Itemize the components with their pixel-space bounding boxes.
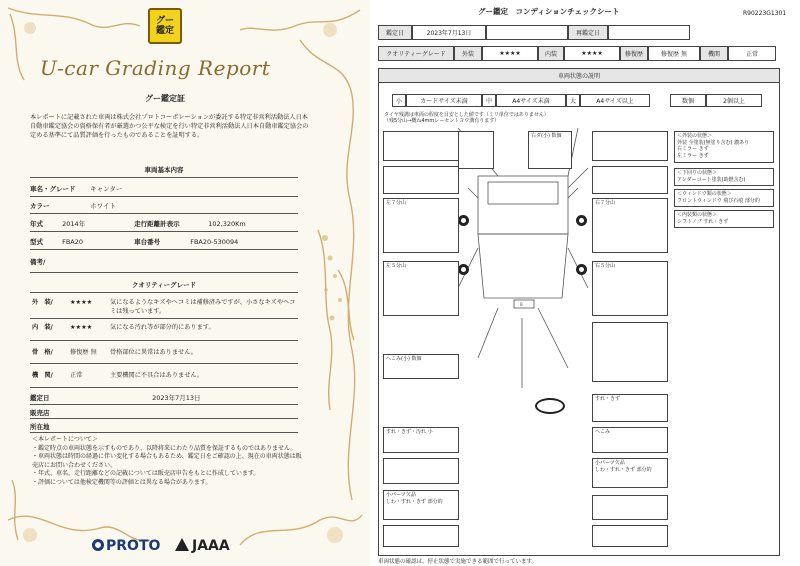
- size-small-key: 小: [392, 94, 406, 107]
- panel-left-lower: [383, 261, 459, 316]
- quality-exterior-label: 外 装/: [32, 299, 53, 306]
- sheet-title: グー鑑定 コンディションチェックシート: [478, 7, 620, 16]
- proto-mark-icon: [92, 539, 104, 551]
- quality-section-heading: クオリティーグレード: [131, 281, 197, 289]
- quality-frame-desc: 骨格部位に異常はありません。: [110, 349, 197, 356]
- panel-front-center: [528, 131, 572, 169]
- note-underbody: ＜下回りの状態＞ アンダーコート塗装(助燃含む): [674, 168, 774, 186]
- divider: [30, 318, 298, 319]
- repair-label-cell: 修復歴: [620, 46, 648, 61]
- quality-exterior-desc: 気になるようなキズやヘコミは補修済みですが、小さなキズやヘコミは残っています。: [110, 299, 296, 315]
- divider: [30, 387, 298, 388]
- interior-label-cell: 内装: [538, 46, 564, 61]
- jaaa-logo: [175, 538, 230, 554]
- engine-value-cell: 正常: [728, 46, 776, 61]
- proto-logo: [92, 538, 160, 554]
- interior-value-cell: ★★★★: [564, 46, 620, 61]
- jaaa-logo-text: JAAA: [192, 538, 230, 554]
- panel-rear-dent-label: へこみ: [595, 429, 611, 435]
- panel-right-1: [592, 166, 668, 194]
- note-item: ・車両状態は時間の経過に伴い変化する場合もあるため、鑑定日をご確認の上、現在の車両状態は販売店にお問い合わせください。: [32, 453, 302, 469]
- proto-logo-text: PROTO: [106, 538, 161, 554]
- condition-check-sheet: [378, 0, 800, 566]
- size-mid-desc: A4サイズ未満: [496, 94, 566, 107]
- divider: [30, 272, 298, 273]
- grading-certificate: [0, 0, 370, 566]
- divider: [30, 177, 298, 178]
- appraisal-date-value: 2023年7月13日: [152, 394, 201, 402]
- panel-left-1: [383, 166, 459, 194]
- repair-value-cell: 修復歴 無: [648, 46, 700, 61]
- rear-plate-mark: B: [520, 302, 523, 307]
- date-value-cell: 2023年7月13日: [412, 25, 486, 40]
- reappraisal-value-cell: [608, 25, 690, 40]
- divider: [30, 196, 298, 197]
- panel-left-upper-label: 左７分山: [386, 200, 407, 206]
- panel-right-lower: [592, 261, 668, 316]
- quality-engine-value: 正常: [70, 372, 83, 379]
- address-row: [30, 422, 50, 431]
- divider: [30, 340, 298, 341]
- state-heading-cell: 車両状態の説明: [378, 68, 780, 83]
- panel-left-upper: [383, 198, 459, 253]
- vehicle-remarks-row: [30, 257, 45, 266]
- divider: [30, 404, 298, 405]
- quality-frame-value: 修復歴 無: [70, 349, 97, 356]
- goo-appraisal-badge: グー 鑑定: [148, 8, 182, 44]
- note-item: ・評価については他検定機関等の評価とは異なる場合があります。: [32, 478, 212, 486]
- panel-rear-right-3: [592, 525, 668, 547]
- panel-rear-left: [383, 427, 459, 453]
- quality-engine-label: 機 関/: [32, 372, 53, 379]
- vehicle-color-value: ホワイト: [90, 202, 116, 210]
- date-blank-cell: [486, 25, 568, 40]
- sheet-footer-note: 車両状態の確認は、停止状態で実施できる範囲で行っています。: [378, 559, 538, 565]
- vehicle-color-row: [30, 201, 116, 210]
- date-label-cell: 鑑定日: [378, 25, 412, 40]
- panel-right-upper: [592, 198, 668, 253]
- exterior-label-cell: 外装: [454, 46, 482, 61]
- vehicle-type-label: 型式: [30, 238, 43, 246]
- panel-front-left: [458, 131, 494, 169]
- appraisal-date-row: [30, 393, 201, 402]
- note-item: ・年式、車名、走行距離などの記載については販売店申告をもとに作成しています。: [32, 470, 260, 478]
- divider: [30, 249, 298, 250]
- panel-rear-left-label: すれ・きず・汚れ 小: [386, 429, 433, 435]
- appraisal-date-label: 鑑定日: [30, 394, 50, 402]
- panel-rear-left-parts: 小パーツ欠品 しわ・すれ・きず 部分的: [383, 490, 459, 520]
- panel-rear-right-parts: 小パーツ欠品 しわ・すれ・きず 部分的: [592, 458, 668, 488]
- vehicle-year-row: [30, 219, 246, 228]
- report-script-title: U-car Grading Report: [40, 56, 271, 80]
- note-item: ・鑑定時点の車両状態を示すものであり、以降将来にわたり品質を保証するものではありません。: [32, 444, 297, 452]
- panel-right-rear: [592, 322, 668, 382]
- panel-rear-dent: [592, 427, 668, 453]
- vehicle-color-label: カラー: [30, 202, 50, 210]
- vehicle-model-value: キャンター: [90, 185, 123, 193]
- exterior-value-cell: ★★★★: [482, 46, 538, 61]
- panel-rear-scratch-label: すれ・きず: [595, 396, 621, 402]
- sheet-doc-number: R90223G1301: [743, 10, 787, 17]
- size-large-desc: A4サイズ以上: [580, 94, 650, 107]
- panel-rear-scratch: [592, 394, 668, 422]
- notes-title: ＜本レポートについて＞: [32, 436, 98, 443]
- note-interior: ＜内装類の状態＞ シフトノブ すれ・きず: [674, 210, 774, 228]
- panel-front-center-label: 右ダ(小) 数個: [531, 133, 562, 139]
- divider: [30, 213, 298, 214]
- quality-interior-label: 内 装/: [32, 324, 53, 331]
- quality-interior-stars: ★★★★: [70, 324, 93, 331]
- reappraisal-label-cell: 再鑑定日: [568, 25, 608, 40]
- quality-frame-label: 骨 格/: [32, 349, 53, 356]
- jaaa-mark-icon: [175, 538, 189, 551]
- wheel-front-right-icon: [576, 215, 587, 226]
- vehicle-remarks-label: 備考/: [30, 258, 46, 266]
- vehicle-model-row: [30, 184, 122, 193]
- engine-label-cell: 機関: [700, 46, 728, 61]
- vehicle-chassis-value: FBA20-530094: [190, 238, 239, 246]
- panel-right-lower-label: 右５分山: [595, 263, 616, 269]
- vehicle-type-row: [30, 237, 238, 246]
- report-notes: [32, 436, 302, 488]
- wheel-rear-right-icon: [576, 264, 587, 275]
- panel-rear-right-2: [592, 495, 668, 520]
- vehicle-year-label: 年式: [30, 220, 43, 228]
- vehicle-section-heading: 車両基本内容: [144, 166, 184, 174]
- divider: [30, 231, 298, 232]
- vehicle-mileage-label: 走行距離計表示: [134, 220, 180, 228]
- panel-right-front: [592, 131, 668, 161]
- certificate-intro-text: 本レポートに記載された車両は株式会社プロトコーポレーションが委託する特定非営利活動法人日本自動車鑑定協会の資格保有者が厳選かつ公平な検定を行い特定非営利活動法人日本自動車鑑定協会の定める基準にて品質評価を行ったものであることを証明する。: [30, 114, 309, 139]
- shop-row: [30, 408, 50, 417]
- divider: [30, 432, 298, 433]
- address-label: 所在地: [30, 423, 50, 431]
- vehicle-chassis-label: 車台番号: [134, 238, 161, 246]
- shop-label: 販売店: [30, 409, 50, 417]
- divider: [30, 418, 298, 419]
- quality-interior-desc: 気になる汚れ等が部分的にあります。: [110, 324, 215, 331]
- panel-left-lower-label: 左５分山: [386, 263, 407, 269]
- panel-left-front: [383, 131, 459, 161]
- divider: [30, 363, 298, 364]
- divider: [30, 292, 298, 293]
- vehicle-year-value: 2014年: [62, 220, 86, 228]
- size-small-desc: カードサイズ未満: [406, 94, 482, 107]
- vehicle-type-value: FBA20: [62, 238, 83, 246]
- wheel-front-left-icon: [458, 215, 469, 226]
- count-desc: 2個以上: [706, 94, 762, 107]
- panel-rear-left-2: [383, 458, 459, 484]
- tire-note: タイヤ残溝は車両の程度を目安とした値です（ミリ単位ではありません） （残5分山→概ね4mmレーセントヨウ溝有ります）: [384, 112, 549, 124]
- grade-label-cell: クオリティーグレード: [378, 46, 454, 61]
- size-large-key: 大: [566, 94, 580, 107]
- panel-left-dent: [383, 354, 459, 379]
- note-window: ＜ウィンドウ類の状態＞ フロントウィンドウ 飛び石痕 部分的: [674, 189, 774, 207]
- size-mid-key: 中: [482, 94, 496, 107]
- vehicle-model-label: 車名・グレード: [30, 185, 76, 193]
- quality-engine-desc: 主要機関に不具合はありません。: [110, 372, 204, 379]
- panel-rear-left-3: [383, 525, 459, 547]
- count-key: 数個: [670, 94, 706, 107]
- vehicle-mileage-value: 102,320Km: [208, 220, 246, 228]
- wheel-rear-left-icon: [458, 264, 469, 275]
- note-exterior: ＜外装の状態＞ 外装 全塗装(無塗り含む) 濃あり 右ミラー きず 左ミラー きず: [674, 131, 774, 163]
- quality-exterior-stars: ★★★★: [70, 299, 93, 306]
- panel-left-dent-label: へこみ(小) 数個: [386, 356, 422, 362]
- steering-wheel-icon: [535, 398, 565, 414]
- panel-right-upper-label: 右７分山: [595, 200, 616, 206]
- certificate-subtitle: グー鑑定証: [145, 94, 185, 103]
